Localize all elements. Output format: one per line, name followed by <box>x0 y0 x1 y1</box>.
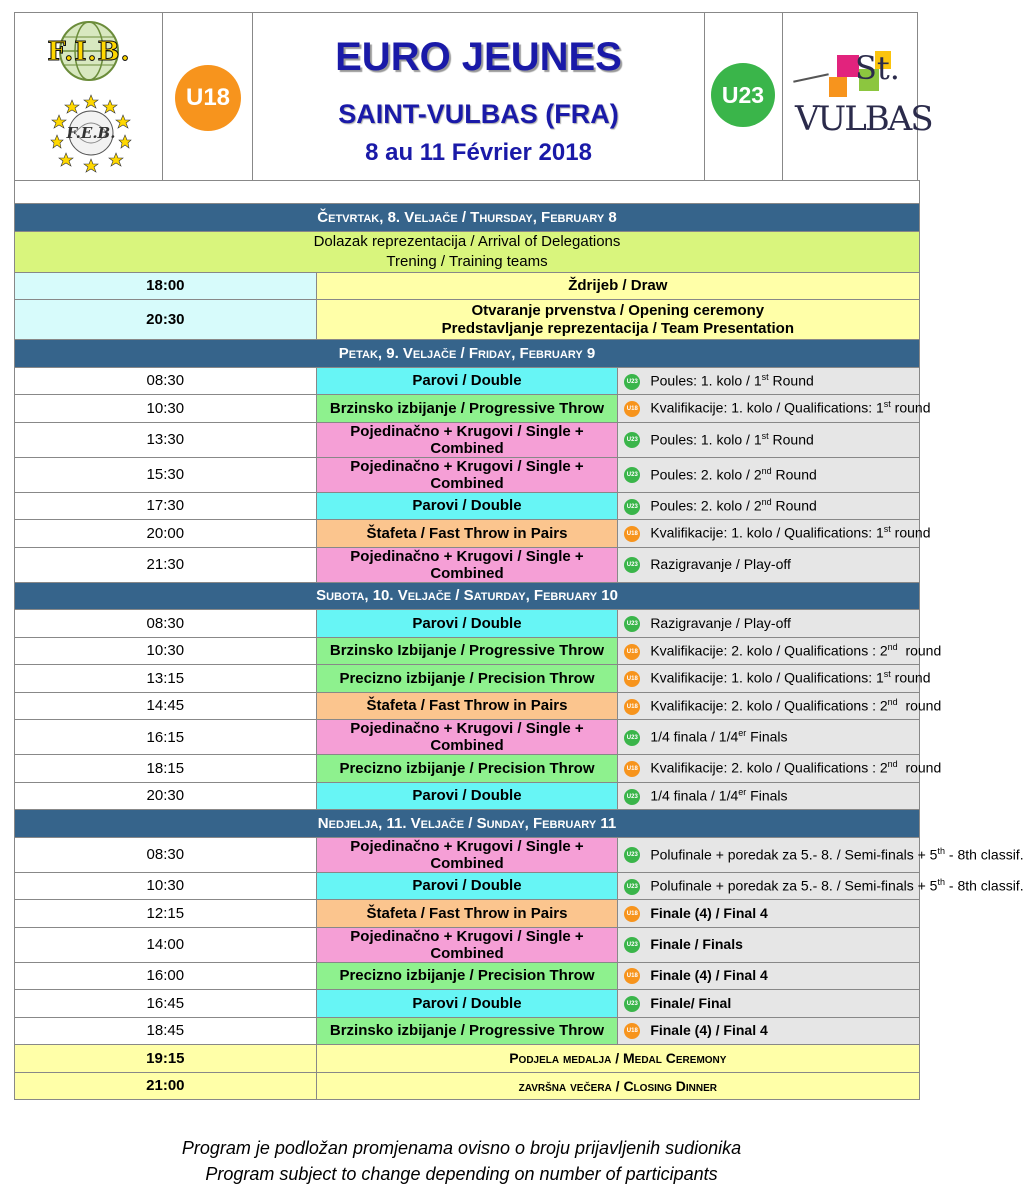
schedule-row <box>15 900 920 928</box>
discipline-cell: Pojedinačno + Krugovi / Single + Combined <box>316 837 618 872</box>
schedule-row <box>15 300 920 340</box>
schedule-row <box>15 665 920 693</box>
title-cell <box>253 13 705 180</box>
schedule-row <box>15 782 920 810</box>
phase-text: Finale/ Final <box>650 994 732 1011</box>
phase-text-after: round <box>890 524 931 541</box>
category-badge: U18 <box>624 699 640 715</box>
phase-cell <box>618 367 920 395</box>
footer-note-2: Program subject to change depending on number of participants <box>205 1164 718 1184</box>
phase-text: 1/4 finala / 1/4 <box>650 787 739 804</box>
phase-cell <box>618 637 942 665</box>
phase-text-after: round <box>897 697 942 714</box>
time-cell: 08:30 <box>15 610 317 638</box>
category-badge: U23 <box>624 374 640 390</box>
phase-text: Kvalifikacije: 2. kolo / Qualifications : 2 <box>650 697 888 714</box>
schedule-row <box>15 872 920 900</box>
discipline-cell: Parovi / Double <box>316 367 618 395</box>
discipline-cell: Pojedinačno + Krugovi / Single + Combined <box>316 720 618 755</box>
ceremony-cell <box>316 300 919 340</box>
phase-cell <box>618 1017 920 1045</box>
phase-text: Kvalifikacije: 1. kolo / Qualifications: 1 <box>650 669 884 686</box>
time-cell: 13:15 <box>15 665 317 693</box>
ordinal-suffix: nd <box>887 696 898 707</box>
u18-badge: U18 <box>175 65 241 131</box>
ordinal-suffix: nd <box>887 641 898 652</box>
time-cell: 12:15 <box>15 900 317 928</box>
phase-text-after: - 8th classif. <box>945 846 1024 863</box>
category-badge: U18 <box>624 671 640 687</box>
ceremony-line: Otvaranje prvenstva / Opening ceremony <box>471 301 765 319</box>
ceremony-line: Predstavljanje reprezentacija / Team Presentation <box>441 319 795 337</box>
phase-text-after: Finals <box>746 787 788 804</box>
u23-badge: U23 <box>711 63 775 127</box>
time-cell: 18:15 <box>15 755 317 783</box>
category-badge: U18 <box>624 968 640 984</box>
schedule-row <box>15 692 920 720</box>
phase-text-after: round <box>890 399 931 416</box>
time-cell: 18:00 <box>15 272 317 300</box>
arrival-line: Dolazak reprezentacija / Arrival of Delegations <box>313 232 621 250</box>
vulbas-logo-text: VULBAS <box>795 99 932 139</box>
category-badge: U23 <box>624 557 640 573</box>
phase-cell <box>618 492 920 520</box>
time-cell: 21:30 <box>15 547 317 582</box>
schedule-row <box>15 837 920 872</box>
phase-text-after: round <box>897 642 942 659</box>
day-title: Nedjelja, 11. Veljače / Sunday, February 11 <box>15 810 920 838</box>
ceremony-line: završna večera / Closing Dinner <box>518 1077 718 1094</box>
time-cell: 18:45 <box>15 1017 317 1045</box>
day-title: Četvrtak, 8. Veljače / Thursday, February 8 <box>15 204 920 232</box>
time-cell: 10:30 <box>15 637 317 665</box>
ordinal-suffix: th <box>937 876 945 887</box>
phase-cell <box>618 422 920 457</box>
phase-text-after: Round <box>771 466 817 483</box>
time-cell: 16:00 <box>15 962 317 990</box>
phase-text: Razigravanje / Play-off <box>650 555 791 572</box>
schedule-body <box>15 181 1024 1100</box>
event-dates: 8 au 11 Février 2018 <box>365 139 592 166</box>
category-badge: U23 <box>624 499 640 515</box>
schedule-row <box>15 927 920 962</box>
st-vulbas-logo-cell <box>783 13 932 180</box>
event-header <box>14 12 932 181</box>
phase-text: Razigravanje / Play-off <box>650 614 791 631</box>
time-cell: 16:45 <box>15 990 317 1018</box>
phase-text: Kvalifikacije: 2. kolo / Qualifications : 2 <box>650 759 888 776</box>
ceremony-cell <box>316 272 919 300</box>
discipline-cell: Parovi / Double <box>316 610 618 638</box>
phase-cell <box>618 610 920 638</box>
time-cell: 16:15 <box>15 720 317 755</box>
day-header-row <box>15 340 920 368</box>
time-cell: 10:30 <box>15 872 317 900</box>
phase-text: Kvalifikacije: 1. kolo / Qualifications: 1 <box>650 524 884 541</box>
discipline-cell: Pojedinačno + Krugovi / Single + Combined <box>316 422 618 457</box>
phase-cell <box>618 900 920 928</box>
ordinal-suffix: st <box>761 371 769 382</box>
category-badge: U23 <box>624 789 640 805</box>
phase-text: Finale / Finals <box>650 935 743 952</box>
phase-text: Kvalifikacije: 2. kolo / Qualifications : 2 <box>650 642 888 659</box>
discipline-cell: Precizno izbijanje / Precision Throw <box>316 755 618 783</box>
schedule-table <box>14 180 1024 1100</box>
arrival-line: Trening / Training teams <box>386 252 548 270</box>
phase-cell <box>618 665 931 693</box>
ceremony-cell <box>316 1072 919 1100</box>
st-vulbas-logo <box>789 49 932 149</box>
time-cell: 15:30 <box>15 457 317 492</box>
schedule-row <box>15 1045 920 1073</box>
phase-text: Poules: 2. kolo / 2 <box>650 466 762 483</box>
category-badge: U23 <box>624 937 640 953</box>
time-cell: 08:30 <box>15 367 317 395</box>
fib-feb-logo-cell <box>15 13 163 180</box>
phase-cell <box>618 782 920 810</box>
schedule-row <box>15 395 920 423</box>
time-cell: 14:45 <box>15 692 317 720</box>
time-cell: 17:30 <box>15 492 317 520</box>
discipline-cell: Precizno izbijanje / Precision Throw <box>316 962 618 990</box>
ordinal-suffix: nd <box>887 759 898 770</box>
ordinal-suffix: nd <box>761 465 772 476</box>
ceremony-line: Ždrijeb / Draw <box>568 277 668 295</box>
ordinal-suffix: st <box>883 399 891 410</box>
phase-cell <box>618 692 942 720</box>
schedule-row <box>15 422 920 457</box>
discipline-cell: Parovi / Double <box>316 782 618 810</box>
phase-text: Finale (4) / Final 4 <box>650 1022 768 1039</box>
st-logo-text: St. <box>855 49 900 87</box>
ceremony-line: Podjela medalja / Medal Ceremony <box>509 1050 727 1067</box>
phase-text-after: round <box>890 669 931 686</box>
time-cell: 10:30 <box>15 395 317 423</box>
phase-text-after: - 8th classif. <box>945 877 1024 894</box>
phase-cell <box>618 395 931 423</box>
ceremony-cell <box>316 1045 919 1073</box>
schedule-row <box>15 637 920 665</box>
fib-logo <box>29 19 149 83</box>
category-badge: U18 <box>624 906 640 922</box>
time-cell: 14:00 <box>15 927 317 962</box>
phase-cell <box>618 962 920 990</box>
event-location: SAINT-VULBAS (FRA) <box>338 99 619 129</box>
feb-logo-text: F.E.B. <box>66 124 116 142</box>
time-cell: 20:00 <box>15 520 317 548</box>
discipline-cell: Parovi / Double <box>316 492 618 520</box>
ordinal-suffix: st <box>883 524 891 535</box>
phase-cell <box>618 872 1024 900</box>
schedule-row <box>15 962 920 990</box>
discipline-cell: Parovi / Double <box>316 990 618 1018</box>
time-cell: 20:30 <box>15 782 317 810</box>
schedule-row <box>15 457 920 492</box>
category-badge: U18 <box>624 1023 640 1039</box>
category-badge: U23 <box>624 467 640 483</box>
discipline-cell: Pojedinačno + Krugovi / Single + Combined <box>316 457 618 492</box>
day-header-row <box>15 204 920 232</box>
phase-text: Poules: 1. kolo / 1 <box>650 372 762 389</box>
schedule-row <box>15 272 920 300</box>
schedule-row <box>15 1072 920 1100</box>
category-badge: U18 <box>624 401 640 417</box>
discipline-cell: Precizno izbijanje / Precision Throw <box>316 665 618 693</box>
schedule-row <box>15 520 920 548</box>
discipline-cell: Pojedinačno + Krugovi / Single + Combined <box>316 547 618 582</box>
phase-cell <box>618 990 920 1018</box>
phase-cell <box>618 755 942 783</box>
phase-text-after: Round <box>768 431 814 448</box>
phase-text: Polufinale + poredak za 5.- 8. / Semi-finals + 5 <box>650 846 938 863</box>
category-badge: U23 <box>624 879 640 895</box>
discipline-cell: Pojedinačno + Krugovi / Single + Combined <box>316 927 618 962</box>
schedule-row <box>15 610 920 638</box>
fib-logo-text: F.I.B. <box>47 37 131 67</box>
feb-logo <box>51 93 131 173</box>
discipline-cell: Štafeta / Fast Throw in Pairs <box>316 520 618 548</box>
spacer-row <box>15 181 920 204</box>
phase-text: Kvalifikacije: 1. kolo / Qualifications: 1 <box>650 399 884 416</box>
ordinal-suffix: th <box>937 845 945 856</box>
schedule-row <box>15 367 920 395</box>
schedule-row <box>15 547 920 582</box>
ordinal-suffix: st <box>761 430 769 441</box>
category-badge: U23 <box>624 730 640 746</box>
discipline-cell: Štafeta / Fast Throw in Pairs <box>316 692 618 720</box>
category-badge: U23 <box>624 996 640 1012</box>
category-badge: U23 <box>624 432 640 448</box>
phase-cell <box>618 457 920 492</box>
category-badge: U18 <box>624 644 640 660</box>
schedule-row <box>15 755 920 783</box>
discipline-cell: Brzinsko izbijanje / Progressive Throw <box>316 1017 618 1045</box>
discipline-cell: Brzinsko Izbijanje / Progressive Throw <box>316 637 618 665</box>
phase-text-after: Finals <box>746 728 788 745</box>
schedule-row <box>15 990 920 1018</box>
phase-text-after: Round <box>768 372 814 389</box>
discipline-cell: Brzinsko izbijanje / Progressive Throw <box>316 395 618 423</box>
footer-note-1: Program je podložan promjenama ovisno o broju prijavljenih sudionika <box>181 1138 742 1158</box>
phase-cell <box>618 720 920 755</box>
phase-cell <box>618 927 920 962</box>
schedule-row <box>15 1017 920 1045</box>
phase-text: 1/4 finala / 1/4 <box>650 728 739 745</box>
discipline-cell: Parovi / Double <box>316 872 618 900</box>
discipline-cell: Štafeta / Fast Throw in Pairs <box>316 900 618 928</box>
schedule-row <box>15 492 920 520</box>
phase-cell <box>618 520 931 548</box>
phase-text-after: Round <box>771 497 817 514</box>
time-cell: 19:15 <box>15 1045 317 1073</box>
ordinal-suffix: er <box>738 786 747 797</box>
phase-text: Poules: 2. kolo / 2 <box>650 497 762 514</box>
time-cell: 20:30 <box>15 300 317 340</box>
ordinal-suffix: st <box>883 669 891 680</box>
time-cell: 08:30 <box>15 837 317 872</box>
schedule-row <box>15 720 920 755</box>
schedule-row <box>15 231 920 272</box>
page-title: EURO JEUNES <box>335 35 622 79</box>
time-cell: 13:30 <box>15 422 317 457</box>
category-badge: U18 <box>624 526 640 542</box>
category-badge: U18 <box>624 761 640 777</box>
category-badge: U23 <box>624 616 640 632</box>
phase-text: Finale (4) / Final 4 <box>650 904 768 921</box>
category-badge: U23 <box>624 847 640 863</box>
phase-text: Polufinale + poredak za 5.- 8. / Semi-finals + 5 <box>650 877 938 894</box>
u23-badge-cell <box>705 13 783 180</box>
arrival-cell <box>15 231 920 272</box>
day-title: Petak, 9. Veljače / Friday, February 9 <box>15 340 920 368</box>
phase-text: Finale (4) / Final 4 <box>650 967 768 984</box>
phase-text: Poules: 1. kolo / 1 <box>650 431 762 448</box>
ordinal-suffix: er <box>738 728 747 739</box>
time-cell: 21:00 <box>15 1072 317 1100</box>
phase-text-after: round <box>897 759 942 776</box>
day-title: Subota, 10. Veljače / Saturday, February 10 <box>15 582 920 610</box>
phase-cell <box>618 837 1024 872</box>
ordinal-suffix: nd <box>761 496 772 507</box>
day-header-row <box>15 810 920 838</box>
phase-cell <box>618 547 920 582</box>
u18-badge-cell <box>163 13 253 180</box>
day-header-row <box>15 582 920 610</box>
